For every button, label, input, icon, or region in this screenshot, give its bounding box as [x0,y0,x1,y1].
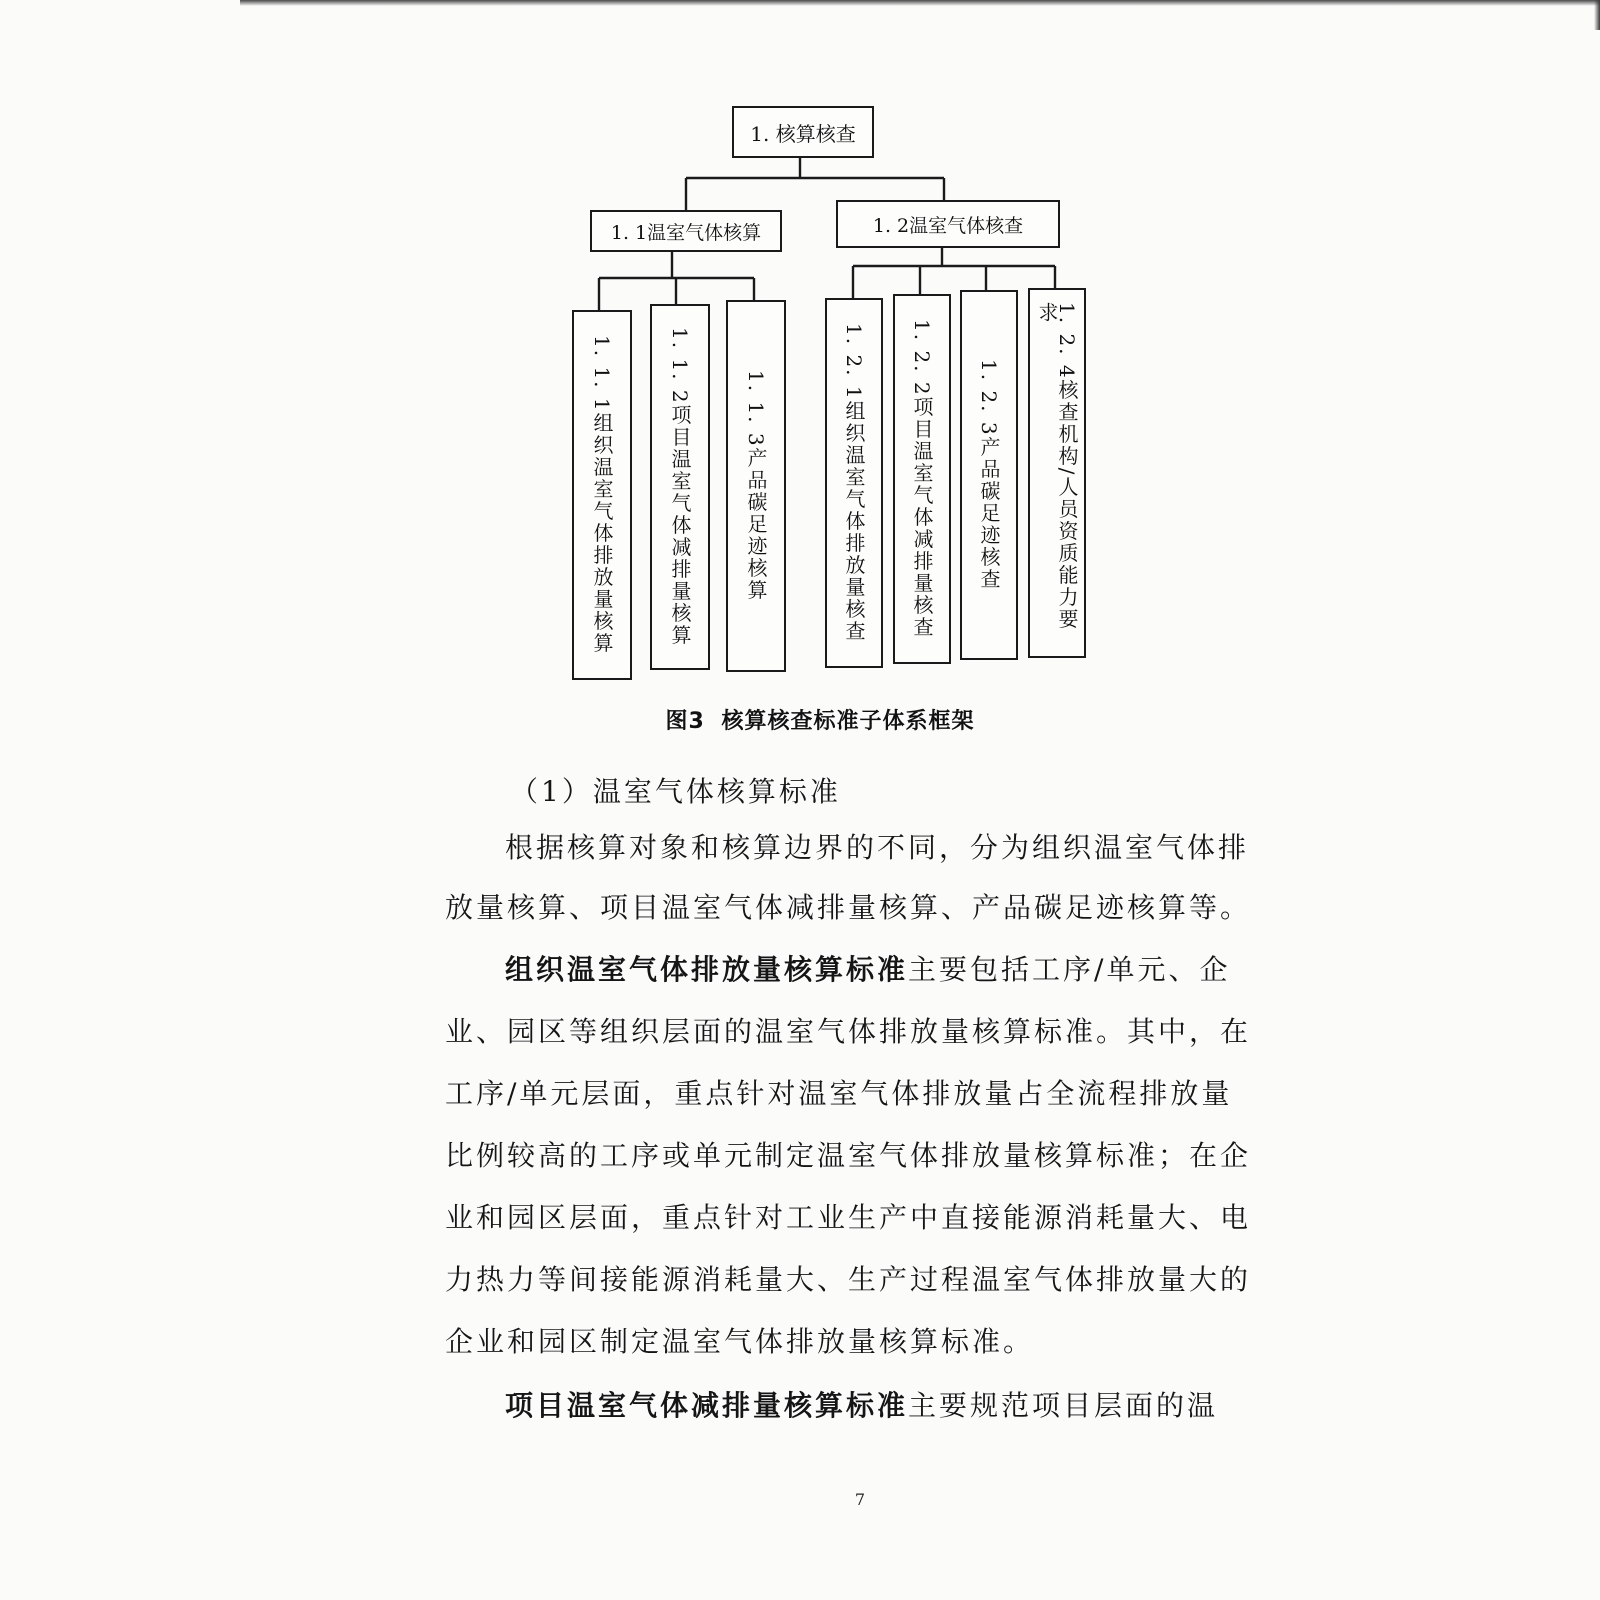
node-leaf-1-2-4 [1028,288,1086,658]
figure-caption-text: 核算核查标准子体系框架 [721,709,975,734]
node-leaf-1-1-2-label: 1. 1. 2项目温室气体减排量核算 [668,327,692,647]
node-branch-verification [836,200,1060,248]
paragraph-2-line-3: 工序/单元层面，重点针对温室气体排放量占全流程排放量 [445,1077,1233,1110]
node-leaf-1-2-3-label: 1. 2. 3产品碳足迹核查 [977,359,1001,591]
paragraph-2-line-2: 业、园区等组织层面的温室气体排放量核算标准。其中，在 [445,1015,1252,1048]
node-leaf-1-2-1-label: 1. 2. 1组织温室气体排放量核查 [842,323,866,643]
paragraph-2-line-1 [505,948,1325,988]
node-branch-accounting-label: 1. 1温室气体核算 [610,221,762,244]
paragraph-1-line-2: 放量核算、项目温室气体减排量核算、产品碳足迹核算等。 [445,891,1252,924]
paragraph-2-line-4: 比例较高的工序或单元制定温室气体排放量核算标准；在企 [445,1139,1252,1172]
node-leaf-1-1-3 [726,300,786,672]
paragraph-2-line-6: 力热力等间接能源消耗量大、生产过程温室气体排放量大的 [445,1263,1252,1296]
node-branch-accounting [590,210,782,252]
paragraph-2-line-7: 企业和园区制定温室气体排放量核算标准。 [445,1325,1035,1358]
figure-caption-label: 图3 [665,709,705,734]
paragraph-3-line-1 [505,1384,1325,1424]
diagram-connectors [0,0,1600,700]
page-number: 7 [854,1490,866,1509]
node-root [732,106,874,158]
node-leaf-1-1-3-label: 1. 1. 3产品碳足迹核算 [744,370,768,602]
figure-caption [0,704,1600,735]
section-heading: （1）温室气体核算标准 [510,775,841,808]
node-leaf-1-2-1 [825,298,883,668]
node-leaf-1-2-3 [960,290,1018,660]
paragraph-2-line-1-rest: 主要包括工序/单元、企 [908,953,1231,986]
node-root-label: 1. 核算核查 [750,121,856,146]
node-branch-verification-label: 1. 2温室气体核查 [872,214,1024,237]
paragraph-3-bold-term: 项目温室气体减排量核算标准 [505,1389,909,1422]
paragraph-2-bold-term: 组织温室气体排放量核算标准 [505,953,909,986]
node-leaf-1-1-1 [572,310,632,680]
node-leaf-1-1-2 [650,304,710,670]
paragraph-1-line-1: 根据核算对象和核算边界的不同，分为组织温室气体排 [505,831,1250,864]
node-leaf-1-2-4-label: 1. 2. 4核查机构/人员资质能力要求 [1035,302,1079,631]
paragraph-3-line-1-rest: 主要规范项目层面的温 [908,1389,1219,1422]
node-leaf-1-1-1-label: 1. 1. 1组织温室气体排放量核算 [590,335,614,655]
framework-diagram [0,0,1600,700]
node-leaf-1-2-2 [893,294,951,664]
node-leaf-1-2-2-label: 1. 2. 2项目温室气体减排量核查 [910,319,934,639]
paragraph-2-line-5: 业和园区层面，重点针对工业生产中直接能源消耗量大、电 [445,1201,1252,1234]
